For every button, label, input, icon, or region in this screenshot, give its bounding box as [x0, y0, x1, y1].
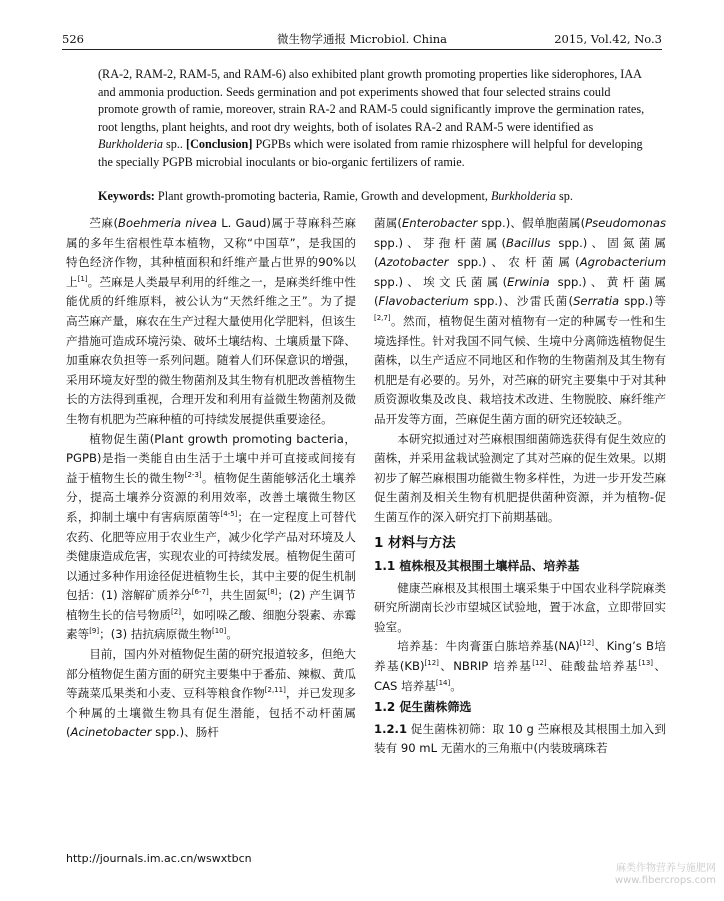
paragraph: 菌属(Enterobacter spp.)、假单胞菌属(Pseudomonas spp.)、芽孢杆菌属(Bacillus spp.)、固氮菌属(Azotobacter spp.)、农杆菌属(Agrobacterium spp.)、埃文氏菌属(Erwinia spp.)、黄杆菌属(Flavobacterium spp.)、沙雷氏菌(Serratia spp.)等[2,7]。然而，植物促生菌对植物有一定的种属专一性和生境选择性。针对我国不同气候、生境中分离筛选植物促生菌株，以生产适应不同地区和作物的生物菌剂及其生物有机肥是有必要的。另外，对苎麻的研究主要集中于对其种质资源收集及改良、栽培技术改进、生物脱胶、麻纤维产品开发等方面，苎麻促生菌方面的研究还较缺乏。 — [374, 216, 666, 426]
subsection-heading: 1.2 促生菌株筛选 — [374, 700, 472, 715]
running-header — [62, 30, 662, 48]
conclusion-label: [Conclusion] — [186, 137, 253, 152]
keywords-label: Keywords: — [98, 189, 155, 203]
footer-url: http://journals.im.ac.cn/wswxtbcn — [66, 852, 252, 865]
issue-info: 2015, Vol.42, No.3 — [554, 32, 662, 46]
paragraph: 1.2.1 促生菌株初筛：取 10 g 苎麻根及其根围土加入到装有 90 mL 无菌水的三角瓶中(内装玻璃珠若 — [374, 721, 666, 756]
paragraph: 目前，国内外对植物促生菌的研究报道较多，但绝大部分植物促生菌方面的研究主要集中于番茄、辣椒、黄瓜等蔬菜瓜果类和小麦、豆科等粮食作物[2,11]，并已发现多个种属的土壤微生物具有促生潜能，包括不动杆菌属(Acinetobacter spp.)、肠杆 — [66, 647, 356, 740]
genus-name: Burkholderia — [98, 137, 163, 152]
right-column — [374, 214, 666, 759]
paragraph: 本研究拟通过对苎麻根围细菌筛选获得有促生效应的菌株，并采用盆栽试验测定了其对苎麻的促生效果。以期初步了解苎麻根围功能微生物多样性，为进一步开发苎麻促生菌剂及相关生物有机肥提供菌种资源，并为植物-促生菌互作的深入研究打下前期基础。 — [374, 431, 666, 524]
keywords: Keywords: Plant growth-promoting bacteria, Ramie, Growth and development, Burkholderia sp. — [98, 189, 573, 203]
journal-title: 微生物学通报 Microbiol. China — [276, 32, 448, 46]
watermark: 麻类作物营养与施肥网 www.fibercrops.com — [614, 863, 716, 886]
paragraph: 培养基：牛肉膏蛋白胨培养基(NA)[12]、King’s B培养基(KB)[12]、NBRIP 培养基[12]、硅酸盐培养基[13]、CAS 培养基[14]。 — [374, 639, 666, 693]
section-heading: 1 材料与方法 — [374, 534, 456, 551]
page-number: 526 — [62, 32, 84, 46]
header-rule — [62, 49, 662, 50]
paragraph: 苎麻(Boehmeria nivea L. Gaud)属于荨麻科苎麻属的多年生宿根性草本植物，又称“中国草”，是我国的特色经济作物，其种植面积和纤维产量占世界的90%以上[1]。苎麻是人类最早利用的纤维之一，是麻类纤维中性能优质的纤维原料，被公认为“天然纤维之王”。为了提高苎麻产量，麻农在生产过程大量使用化学肥料，但该生产措施可造成环境污染、破坏土壤结构、土壤质量下降、加重麻农负担等一系列问题。随着人们环保意识的增强，采用环境友好型的微生物菌剂及其生物有机肥改善植物生长的方法得到重视，合理开发和利用有益微生物菌剂及微生物有机肥为苎麻种植的可持续发展提供重要途径。 — [66, 216, 356, 426]
paragraph: 植物促生菌(Plant growth promoting bacteria，PGPB)是指一类能自由生活于土壤中并可直接或间接有益于植物生长的微生物[2-3]。植物促生菌能够活化土壤养分，提高土壤养分资源的利用效率，改善土壤微生物区系，抑制土壤中有害病原菌等[4-5]；在一定程度上可替代农药、化肥等应用于农业生产，减少化学产品对环境及人类健康造成危害，实现农业的可持续发展。植物促生菌可以通过多种作用途径促进植物生长，其中主要的促生机制包括：(1) 溶解矿质养分[6-7]，共生固氮[8]；(2) 产生调节植物生长的信号物质[2]，如吲哚乙酸、细胞分裂素、赤霉素等[9]；(3) 拮抗病原微生物[10]。 — [66, 431, 356, 642]
subsection-heading: 1.1 植株根及其根围土壤样品、培养基 — [374, 559, 580, 574]
left-column — [66, 214, 356, 743]
paragraph: 健康苎麻根及其根围土壤采集于中国农业科学院麻类研究所湖南长沙市望城区试验地，置于冰盒，立即带回实验室。 — [374, 580, 666, 634]
abstract-paragraph: (RA-2, RAM-2, RAM-5, and RAM-6) also exhibited plant growth promoting properties like siderophores, IAA and ammonia production. Seeds germination and pot experiments showed that four selected strains could promote growth of ramie, moreover, strain RA-2 and RAM-5 could significantly improve the germination rates, root lengths, plant heights, and root dry weights, both of isolates RA-2 and RAM-5 were identified as Burkholderia sp.. [Conclusion] PGPBs which were isolated from ramie rhizosphere will helpful for developing the specially PGPB microbial inoculants or bio-organic fertilizers of ramie. — [98, 67, 645, 169]
